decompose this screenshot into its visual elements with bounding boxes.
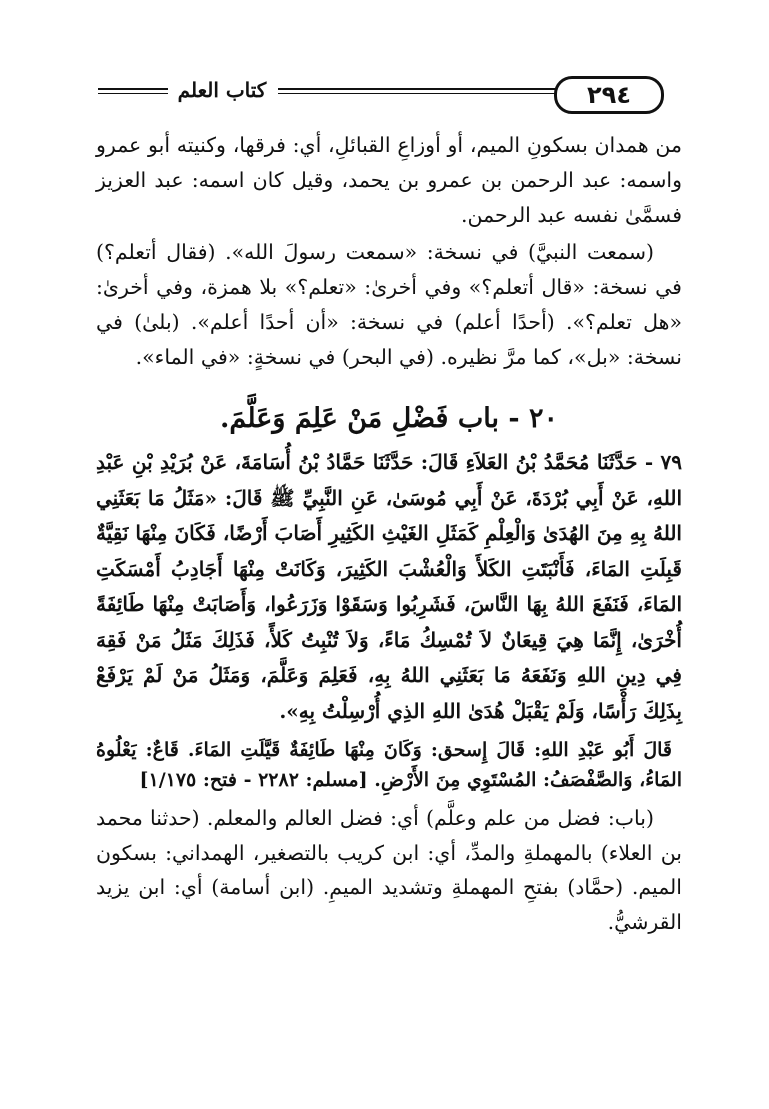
hadith-text: ٧٩ - حَدَّثَنَا مُحَمَّدُ بْنُ العَلاَءِ قَالَ: حَدَّثَنَا حَمَّادُ بْنُ أُسَامَةَ، عَنْ بُرَيْدِ بْنِ عَبْدِ اللهِ، عَنْ أَبِي بُرْدَةَ، عَنْ أَبِي مُوسَىٰ، عَنِ النَّبِيِّ ﷺ قَالَ: «مَثَلُ مَا بَعَثَنِي اللهُ بِهِ مِنَ الهُدَىٰ وَالْعِلْمِ كَمَثَلِ الغَيْثِ الكَثِيرِ أَصَابَ أَرْضًا، فَكَانَ مِنْهَا نَقِيَّةٌ قَبِلَتِ المَاءَ، فَأَنْبَتَتِ الكَلأَ وَالْعُشْبَ الكَثِيرَ، وَكَانَتْ مِنْهَا أَجَادِبُ أَمْسَكَتِ المَاءَ، فَنَفَعَ اللهُ بِهَا النَّاسَ، فَشَرِبُوا وَسَقَوْا وَزَرَعُوا، وَأَصَابَتْ مِنْهَا طَائِفَةً أُخْرَىٰ، إِنَّمَا هِيَ قِيعَانٌ لاَ تُمْسِكُ مَاءً، وَلاَ تُنْبِتُ كَلأً، فَذَلِكَ مَثَلُ مَنْ فَقِهَ فِي دِينِ اللهِ وَنَفَعَهُ مَا بَعَثَنِي اللهُ بِهِ، فَعَلِمَ وَعَلَّمَ، وَمَثَلُ مَنْ لَمْ يَرْفَعْ بِذَلِكَ رَأْسًا، وَلَمْ يَقْبَلْ هُدَىٰ اللهِ الذِي أُرْسِلْتُ بِهِ».: [96, 450, 683, 723]
page-body: [96, 128, 682, 939]
hadith-note: قَالَ أَبُو عَبْدِ اللهِ: قَالَ إِسحق: وَكَانَ مِنْهَا طَائِفَةٌ قَيَّلَتِ المَاءَ. قَاعٌ: يَعْلُوهُ المَاءُ، وَالصَّفْصَفُ: المُسْتَوِي مِنَ الأَرْضِ. [مسلم: ٢٢٨٢ - فتح: ١/١٧٥]: [96, 739, 682, 791]
page-header: [98, 72, 682, 112]
chapter-title: ٢٠ - باب فَضْلِ مَنْ عَلِمَ وَعَلَّمَ.: [219, 403, 559, 434]
running-title: كتاب العلم: [177, 78, 267, 102]
paragraph-1: من همدان بسكونِ الميم، أو أوزاعِ القبائلِ، أي: فرقها، وكنيته أبو عمرو واسمه: عبد الرحمن بن عمرو بن يحمد، وقيل كان اسمه: عبد العزيز فسمَّىٰ نفسه عبد الرحمن.: [96, 133, 682, 227]
header-rule-middle: [278, 88, 564, 94]
paragraph-2: (سمعت النبيَّ) في نسخة: «سمعت رسولَ الله». (فقال أتعلم؟) في نسخة: «قال أتعلم؟» وفي أخرىٰ: «تعلم؟» بلا همزة، وفي أخرىٰ: «هل تعلم؟». (أحدًا أعلم) في نسخة: «أن أحدًا أعلم». (بلىٰ) في نسخة: «بل»، كما مرَّ نظيره. (في البحر) في نسخةٍ: «في الماء».: [96, 240, 682, 369]
page-number: ٢٩٤: [554, 76, 664, 114]
header-rule-left: [98, 88, 168, 94]
commentary: (باب: فضل من علم وعلَّم) أي: فضل العالم والمعلم. (حدثنا محمد بن العلاء) بالمهملةِ والمدِّ، أي: ابن كريب بالتصغير، الهمداني: بسكون الميم. (حمَّاد) بفتحِ المهملةِ وتشديد الميمِ. (ابن أسامة) أي: ابن يزيد القرشيُّ.: [96, 806, 682, 934]
